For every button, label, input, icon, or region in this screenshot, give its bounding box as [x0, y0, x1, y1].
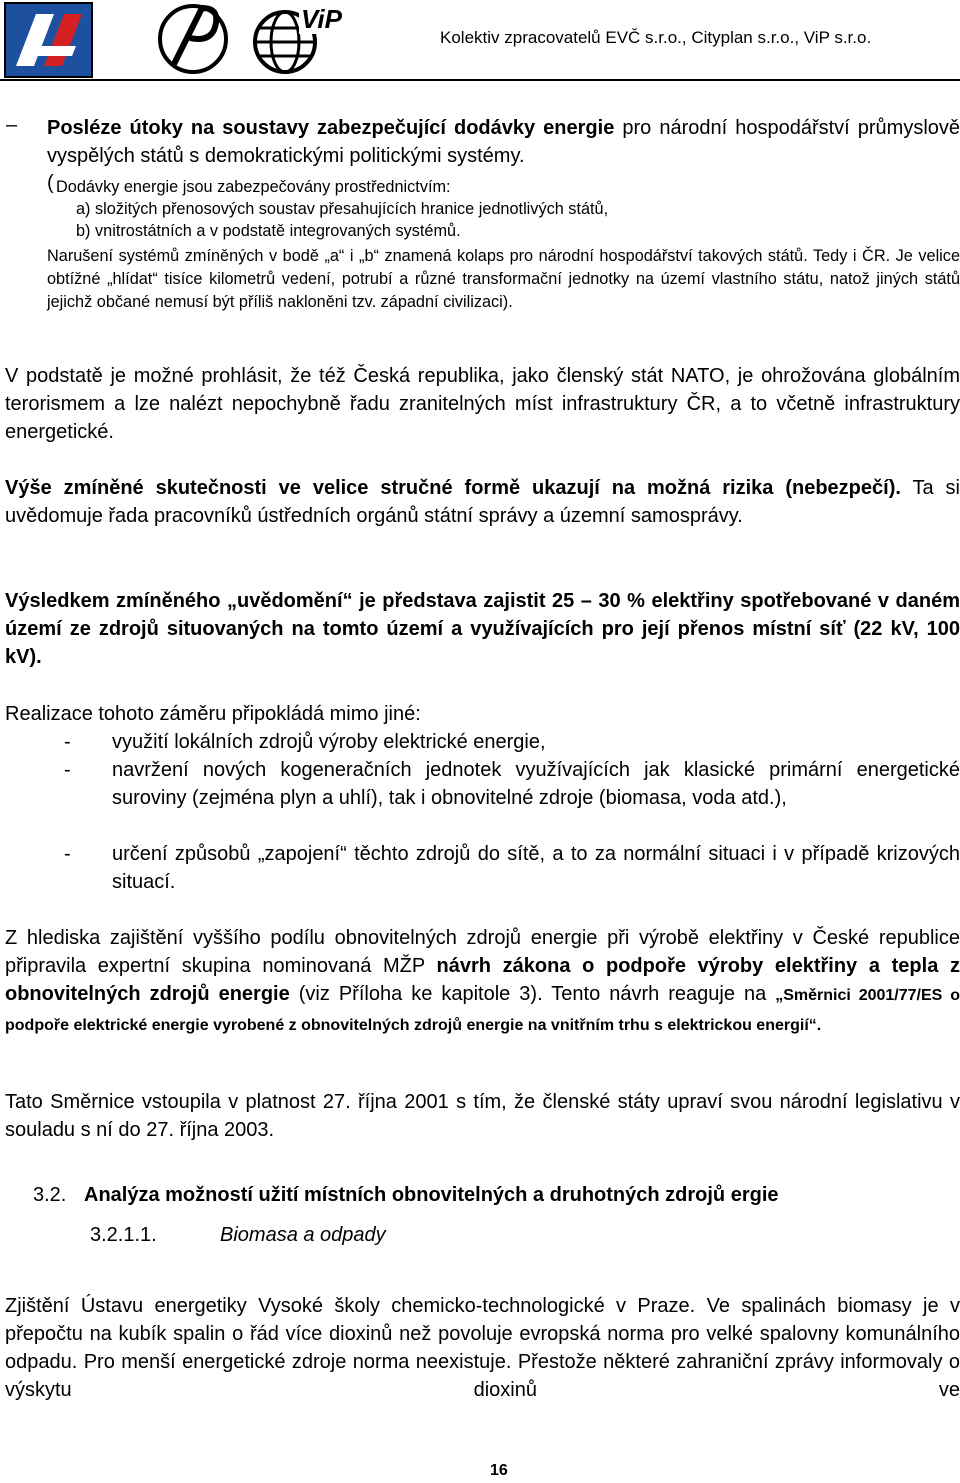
logo-vip-label: ViP	[301, 4, 342, 34]
realization-item-1: využití lokálních zdrojů výroby elektrické energie,	[112, 731, 546, 753]
risks-rest: Ta si uvědomuje řada pracovníků ústředních orgánů státní správy a územní samosprávy.	[5, 477, 960, 527]
disruption-text: Narušení systémů zmíněných v bodě „a“ i „b“ znamená kolaps pro národní hospodářství takových států. Tedy i ČR.	[47, 247, 891, 265]
logo-vip	[245, 2, 345, 76]
risks-bold: Výše zmíněné skutečnosti ve velice stručné formě ukazují na možná rizika (nebezpečí).	[5, 477, 901, 499]
law-directive-title: „Směrnici 2001/77/ES o podpoře elektrické energie vyrobené z obnovitelných zdrojů energie na vnitřním trhu s elektrickou energií“.	[5, 987, 960, 1034]
law-text-1: Z hlediska zajištění vyššího podílu obnovitelných zdrojů energie při výrobě elektřiny v České republice připravila expertní skupina nominovaná MŽP	[5, 927, 960, 977]
directive-paragraph: Tato Směrnice vstoupila v platnost 27. října 2001 s tím, že členské státy upraví svou národní legislativu v souladu s ní do 27. října 2003.	[5, 1091, 960, 1141]
realization-dash-1: -	[64, 731, 71, 753]
subsection-number: 3.2.1.1.	[90, 1224, 157, 1246]
supply-intro: Dodávky energie jsou zabezpečovány prostřednictvím:	[56, 178, 451, 196]
realization-dash-3: -	[64, 843, 71, 865]
bullet-lead-bold: Posléze útoky na soustavy zabezpečující dodávky energie	[47, 117, 615, 139]
supply-item-b: b) vnitrostátních a v podstatě integrovaných systémů.	[76, 222, 461, 240]
supply-item-a: a) složitých přenosových soustav přesahujících hranice jednotlivých států,	[76, 200, 609, 218]
bullet-lead-rest: pro národní hospodářství průmyslově vyspělých států s demokratickými politickými systémy.	[47, 117, 960, 167]
realization-dash-2: -	[64, 759, 71, 781]
subsection-title: Biomasa a odpady	[220, 1224, 386, 1246]
law-text-2: (viz Příloha ke kapitole 3). Tento návrh reaguje na	[289, 983, 776, 1005]
risks-paragraph	[5, 474, 960, 530]
page-number: 16	[490, 1462, 508, 1479]
paren-open: (	[47, 172, 54, 194]
section-title: Analýza možností užití místních obnovitelných a druhotných zdrojů ergie	[84, 1184, 779, 1206]
nato-paragraph: V podstatě je možné prohlásit, že též Česká republika, jako členský stát NATO, je ohrožována globálním terorismem a lze nalézt nepochybně řadu zranitelných míst infrastruktury ČR, a to včetně infrastruktury energetické.	[5, 365, 960, 443]
logo-cityplan	[150, 2, 236, 76]
disruption-paragraph	[47, 245, 960, 314]
bullet-dash: –	[6, 114, 18, 136]
disruption-rest: Je velice obtížné „hlídat“ tisíce kilometrů vedení, potrubí a různé transformační jednotky na území vlastního státu, natož jiných států jejichž občané nemusí být příliš nakloněni tzv. západní civilizaci).	[47, 247, 960, 311]
section-number: 3.2.	[33, 1184, 67, 1206]
logo-evc-graphic	[6, 4, 91, 76]
result-paragraph: Výsledkem zmíněného „uvědomění“ je představa zajistit 25 – 30 % elektřiny spotřebované v daném území ze zdrojů situovaných na tomto území a využívajících pro její přenos místní síť (22 kV, 100 kV).	[5, 590, 960, 668]
logo-evc	[4, 2, 93, 78]
header-rule	[0, 79, 960, 81]
law-bold-1: návrh zákona o podpoře výroby elektřiny a tepla z obnovitelných zdrojů energie	[5, 955, 960, 1005]
finding-paragraph: Zjištění Ústavu energetiky Vysoké školy chemicko-technologické v Praze. Ve spalinách biomasy je v přepočtu na kubík spalin o řád více dioxinů než povoluje evropská norma pro velké spalovny komunálního odpadu. Pro menší energetické zdroje norma neexistuje. Přestože některé zahraniční zprávy informovaly o výskytu dioxinů ve	[5, 1295, 960, 1401]
bullet-lead-paragraph	[47, 114, 960, 170]
law-paragraph	[5, 924, 960, 1040]
realization-item-2: navržení nových kogeneračních jednotek využívajících jak klasické primární energetické suroviny (zejména plyn a uhlí), tak i obnovitelné zdroje (biomasa, voda atd.),	[112, 759, 960, 809]
logo-cityplan-graphic	[150, 2, 236, 76]
realization-item-3: určení způsobů „zapojení“ těchto zdrojů do sítě, a to za normální situaci i v případě krizových situací.	[112, 843, 960, 893]
realization-intro: Realizace tohoto záměru připokládá mimo jiné:	[5, 703, 421, 725]
header-organizations: Kolektiv zpracovatelů EVČ s.r.o., Cityplan s.r.o., ViP s.r.o.	[440, 28, 872, 47]
